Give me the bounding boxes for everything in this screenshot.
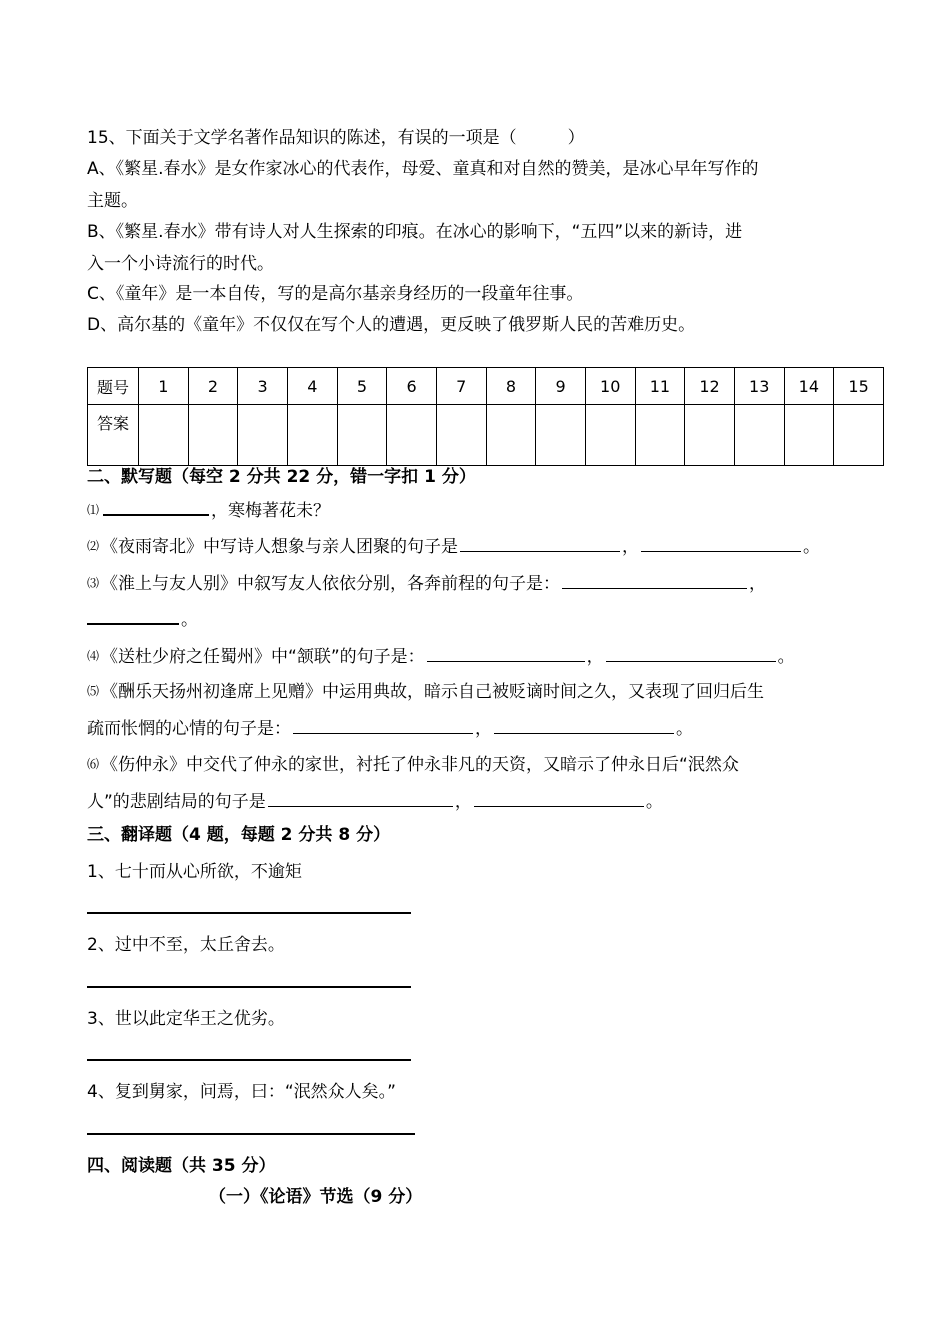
- answer-table-number: 6: [387, 368, 437, 405]
- question-text: 《淮上与友人别》中叙写友人依依分别，各奔前程的句子是：: [101, 574, 561, 594]
- answer-cell[interactable]: [436, 405, 486, 466]
- fill-blank[interactable]: [641, 535, 801, 552]
- answer-cell[interactable]: [337, 405, 387, 466]
- answer-line[interactable]: [87, 912, 411, 914]
- question-text: 《伤仲永》中交代了仲永的家世，衬托了仲永非凡的天资，又暗示了仲永日后“泯然众: [101, 755, 739, 775]
- answer-table-row-label: 答案: [88, 405, 139, 466]
- terminator: 。: [181, 610, 198, 630]
- q15-option-a-line1: A、《繁星.春水》是女作家冰心的代表作，母爱、童真和对自然的赞美，是冰心早年写作的: [87, 159, 759, 179]
- separator: ，: [622, 537, 640, 557]
- question-text: 人”的悲剧结局的句子是: [87, 792, 266, 812]
- translation-item-1: 1、七十而从心所欲，不逾矩: [87, 862, 302, 882]
- answer-cell[interactable]: [287, 405, 337, 466]
- question-number: ⑷: [87, 649, 100, 663]
- dictation-q2: [87, 535, 820, 558]
- fill-blank[interactable]: [103, 498, 209, 516]
- fill-blank[interactable]: [87, 607, 179, 625]
- fill-blank[interactable]: [427, 645, 585, 662]
- answer-table-number: 1: [139, 368, 189, 405]
- q15-option-d: D、高尔基的《童年》不仅仅在写个人的遭遇，更反映了俄罗斯人民的苦难历史。: [87, 315, 696, 335]
- answer-line[interactable]: [87, 1059, 411, 1061]
- q15-option-b-line1: B、《繁星.春水》带有诗人对人生探索的印痕。在冰心的影响下，“五四”以来的新诗，进: [87, 222, 743, 242]
- answer-table-row-label: 题号: [88, 368, 139, 405]
- separator: ，: [454, 792, 472, 812]
- answer-table-number: 5: [337, 368, 387, 405]
- dictation-q3-line1: [87, 572, 766, 595]
- fill-blank[interactable]: [562, 572, 747, 589]
- answer-cell[interactable]: [635, 405, 685, 466]
- question-text: ，寒梅著花未？: [211, 501, 331, 521]
- question-number: ⑹: [87, 757, 100, 771]
- fill-blank[interactable]: [494, 717, 674, 734]
- translation-item-2: 2、过中不至，太丘舍去。: [87, 935, 285, 955]
- answer-cell[interactable]: [685, 405, 735, 466]
- answer-cell[interactable]: [536, 405, 586, 466]
- answer-table-number: 10: [585, 368, 635, 405]
- terminator: 。: [777, 647, 795, 667]
- answer-table-number: 15: [834, 368, 884, 405]
- answer-line[interactable]: [87, 1133, 415, 1135]
- dictation-q5-line2: [87, 717, 693, 740]
- q15-option-a-line2: 主题。: [87, 191, 138, 211]
- dictation-q1: [87, 498, 330, 522]
- translation-item-3: 3、世以此定华王之优劣。: [87, 1009, 285, 1029]
- answer-table-answer-row: [88, 405, 884, 466]
- answer-table-number: 12: [685, 368, 735, 405]
- question-number: ⑸: [87, 684, 100, 698]
- terminator: 。: [676, 719, 693, 739]
- question-text: 《酬乐天扬州初逢席上见赠》中运用典故，暗示自己被贬谪时间之久，又表现了回归后生: [101, 682, 765, 702]
- dictation-q3-line2: [87, 607, 198, 631]
- terminator: 。: [645, 792, 663, 812]
- answer-cell[interactable]: [238, 405, 288, 466]
- dictation-q4: [87, 645, 795, 668]
- answer-cell[interactable]: [784, 405, 834, 466]
- answer-table-number: 3: [238, 368, 288, 405]
- section2-title: 二、默写题（每空 2 分共 22 分，错一字扣 1 分）: [87, 467, 476, 487]
- separator: ，: [749, 574, 767, 594]
- answer-table-number: 4: [287, 368, 337, 405]
- answer-table-number: 2: [188, 368, 238, 405]
- q15-option-c: C、《童年》是一本自传，写的是高尔基亲身经历的一段童年往事。: [87, 284, 584, 304]
- fill-blank[interactable]: [474, 790, 644, 807]
- dictation-q6-line2: [87, 790, 663, 813]
- translation-item-4: 4、复到舅家，问焉，曰：“泯然众人矣。”: [87, 1082, 396, 1102]
- question-number: ⑶: [87, 576, 100, 590]
- answer-table-number: 14: [784, 368, 834, 405]
- answer-cell[interactable]: [834, 405, 884, 466]
- q15-option-b-line2: 入一个小诗流行的时代。: [87, 254, 274, 274]
- answer-table-number: 7: [436, 368, 486, 405]
- fill-blank[interactable]: [293, 717, 473, 734]
- answer-cell[interactable]: [387, 405, 437, 466]
- answer-cell[interactable]: [486, 405, 536, 466]
- answer-table-number: 8: [486, 368, 536, 405]
- question-text: 疏而怅惘的心情的句子是：: [87, 719, 291, 739]
- terminator: 。: [803, 537, 821, 557]
- answer-table-number: 9: [536, 368, 586, 405]
- answer-cell[interactable]: [188, 405, 238, 466]
- answer-cell[interactable]: [139, 405, 189, 466]
- section3-title: 三、翻译题（4 题，每题 2 分共 8 分）: [87, 825, 391, 845]
- separator: ，: [475, 719, 492, 739]
- answer-line[interactable]: [87, 986, 411, 988]
- answer-table-number: 13: [734, 368, 784, 405]
- fill-blank[interactable]: [606, 645, 776, 662]
- dictation-q6-line1: [87, 753, 739, 776]
- section4-subtitle: （一）《论语》节选（9 分）: [209, 1187, 423, 1207]
- answer-cell[interactable]: [585, 405, 635, 466]
- question-number: ⑵: [87, 539, 100, 553]
- fill-blank[interactable]: [268, 790, 453, 807]
- fill-blank[interactable]: [460, 535, 620, 552]
- answer-table-number-row: [88, 368, 884, 405]
- q15-stem: 15、下面关于文学名著作品知识的陈述，有误的一项是（ ）: [87, 128, 585, 148]
- answer-cell[interactable]: [734, 405, 784, 466]
- answer-table: [87, 367, 884, 466]
- question-text: 《送杜少府之任蜀州》中“颔联”的句子是：: [101, 647, 425, 667]
- section4-title: 四、阅读题（共 35 分）: [87, 1156, 276, 1176]
- question-text: 《夜雨寄北》中写诗人想象与亲人团聚的句子是: [101, 537, 459, 557]
- dictation-q5-line1: [87, 680, 764, 703]
- question-number: ⑴: [87, 503, 100, 517]
- separator: ，: [586, 647, 604, 667]
- answer-table-number: 11: [635, 368, 685, 405]
